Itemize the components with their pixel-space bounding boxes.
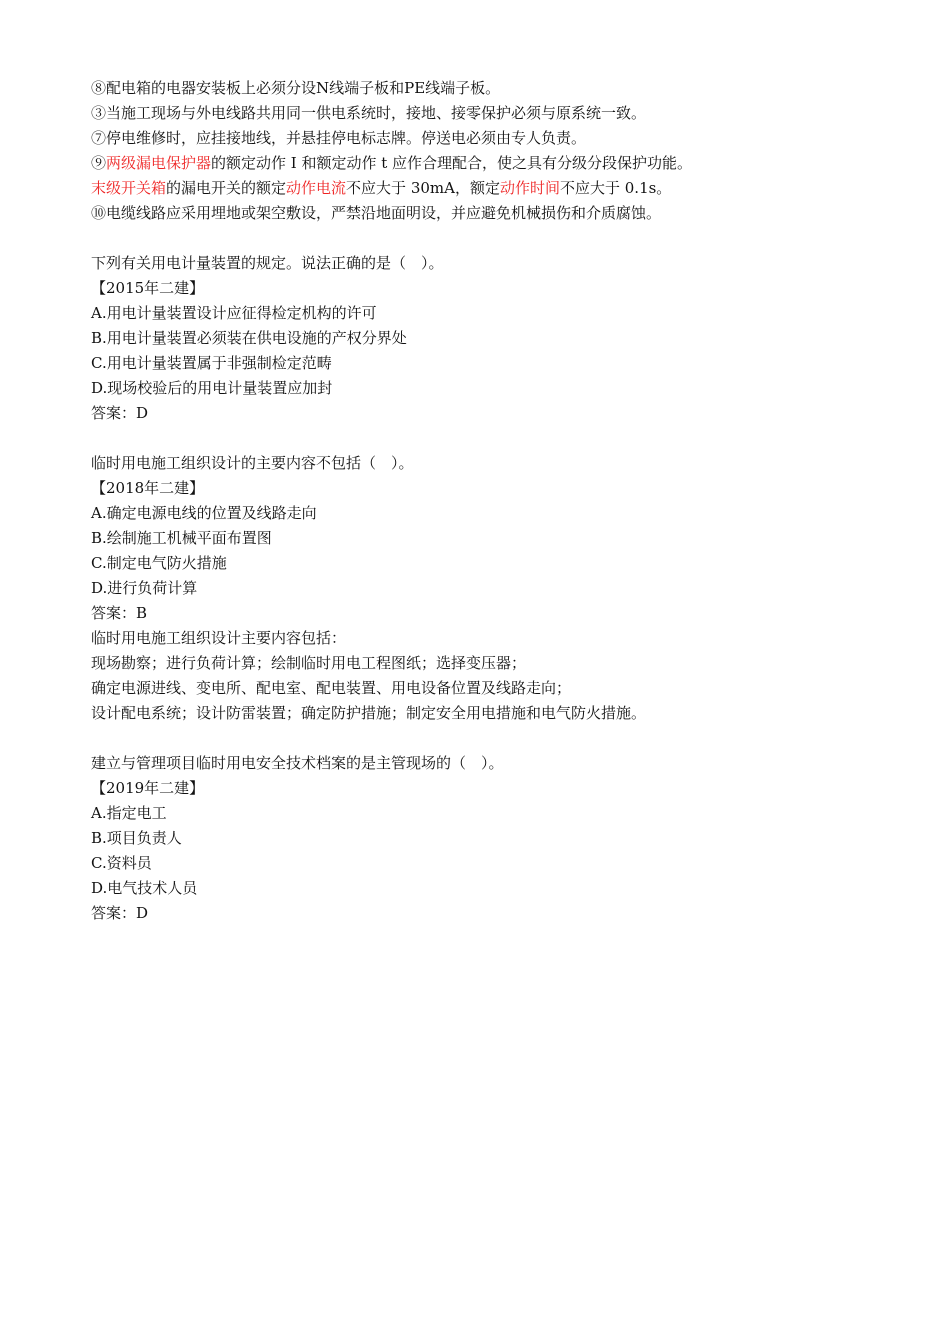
highlight-text: 动作时间 bbox=[499, 179, 560, 197]
option-c: C.资料员 bbox=[91, 854, 152, 872]
note-text: ⑨ bbox=[91, 154, 107, 172]
explanation-line: 临时用电施工组织设计主要内容包括： bbox=[91, 629, 347, 647]
note-text: 不应大于 30mA，额定 bbox=[346, 179, 500, 197]
option-b: B.项目负责人 bbox=[91, 829, 182, 847]
question-stem: 下列有关用电计量装置的规定。说法正确的是（ ）。 bbox=[91, 254, 444, 272]
spacer bbox=[91, 426, 891, 451]
highlight-text: 末级开关箱 bbox=[91, 179, 167, 197]
option-a: A.用电计量装置设计应征得检定机构的许可 bbox=[91, 304, 377, 322]
document-page bbox=[91, 76, 891, 926]
option-d: D.电气技术人员 bbox=[91, 879, 198, 897]
note-text: 的漏电开关的额定 bbox=[166, 179, 287, 197]
answer: 答案：D bbox=[91, 404, 149, 422]
spacer bbox=[91, 726, 891, 751]
question-stem: 建立与管理项目临时用电安全技术档案的是主管现场的（ ）。 bbox=[91, 754, 504, 772]
question-stem: 临时用电施工组织设计的主要内容不包括（ ）。 bbox=[91, 454, 414, 472]
option-a: A.指定电工 bbox=[91, 804, 167, 822]
note-line-8: ⑧配电箱的电器安装板上必须分设N线端子板和PE线端子板。 bbox=[91, 79, 501, 97]
note-line-9 bbox=[91, 151, 891, 176]
answer: 答案：D bbox=[91, 904, 149, 922]
option-c: C.用电计量装置属于非强制检定范畴 bbox=[91, 354, 332, 372]
note-line-3: ③当施工现场与外电线路共用同一供电系统时，接地、接零保护必须与原系统一致。 bbox=[91, 104, 647, 122]
option-c: C.制定电气防火措施 bbox=[91, 554, 227, 572]
question-block bbox=[91, 751, 891, 926]
highlight-text: 动作电流 bbox=[286, 179, 347, 197]
option-b: B.绘制施工机械平面布置图 bbox=[91, 529, 272, 547]
question-source: 【2018年二建】 bbox=[91, 479, 205, 497]
explanation-line: 现场勘察；进行负荷计算；绘制临时用电工程图纸；选择变压器； bbox=[91, 654, 527, 672]
explanation-line: 设计配电系统；设计防雷装置；确定防护措施；制定安全用电措施和电气防火措施。 bbox=[91, 704, 647, 722]
note-line-10: ⑩电缆线路应采用埋地或架空敷设，严禁沿地面明设，并应避免机械损伤和介质腐蚀。 bbox=[91, 204, 662, 222]
option-b: B.用电计量装置必须装在供电设施的产权分界处 bbox=[91, 329, 407, 347]
note-text: 不应大于 0.1s。 bbox=[559, 179, 672, 197]
highlight-text: 两级漏电保护器 bbox=[106, 154, 212, 172]
note-line-final-switch bbox=[91, 176, 891, 201]
explanation-line: 确定电源进线、变电所、配电室、配电装置、用电设备位置及线路走向； bbox=[91, 679, 572, 697]
option-d: D.进行负荷计算 bbox=[91, 579, 198, 597]
question-source: 【2019年二建】 bbox=[91, 779, 205, 797]
question-source: 【2015年二建】 bbox=[91, 279, 205, 297]
question-block bbox=[91, 451, 891, 726]
option-d: D.现场校验后的用电计量装置应加封 bbox=[91, 379, 333, 397]
spacer bbox=[91, 226, 891, 251]
answer: 答案：B bbox=[91, 604, 148, 622]
question-block bbox=[91, 251, 891, 426]
note-line-7: ⑦停电维修时，应挂接地线，并悬挂停电标志牌。停送电必须由专人负责。 bbox=[91, 129, 587, 147]
note-text: 的额定动作 I 和额定动作 t 应作合理配合，使之具有分级分段保护功能。 bbox=[211, 154, 693, 172]
option-a: A.确定电源电线的位置及线路走向 bbox=[91, 504, 317, 522]
